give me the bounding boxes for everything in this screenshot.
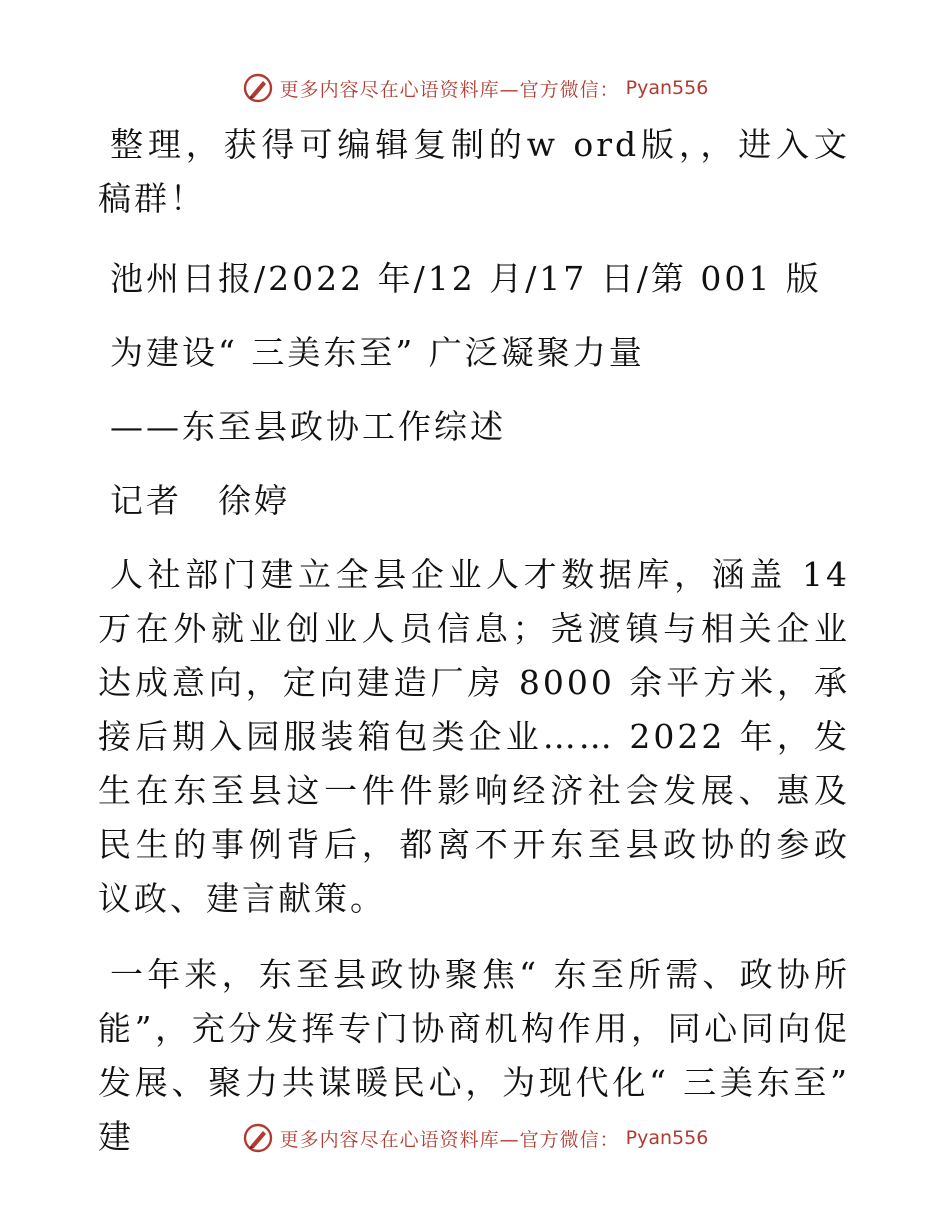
footer-watermark [0,1122,950,1154]
body-paragraph: 人社部门建立全县企业人才数据库，涵盖 14 万在外就业创业人员信息；尧渡镇与相关企业达成意向，定向建造厂房 8000 余平方米，承接后期入园服装箱包类企业…… 2022 年，发生在东至县这一件件影响经济社会发展、惠及民生的事例背后，都离不开东至县政协的参政议政、建言献策。 [98,555,850,918]
article-body [98,118,850,1186]
pen-logo-icon [242,72,274,104]
watermark-handle: Pyan556 [625,1127,709,1149]
watermark-text: 更多内容尽在心语资料库—官方微信： [279,78,620,101]
pen-logo-icon [242,1122,274,1154]
article-title: 为建设“ 三美东至” 广泛凝聚力量 [110,333,645,372]
header-watermark [0,72,950,104]
article-subtitle: ——东至县政协工作综述 [110,407,506,446]
body-paragraph: 一年来，东至县政协聚焦“ 东至所需、政协所能”，充分发挥专门协商机构作用，同心同向促发展、聚力共谋暖民心，为现代化“ 三美东至” 建 [98,955,850,1156]
source-line: 池州日报/2022 年/12 月/17 日/第 001 版 [110,259,822,298]
watermark-handle: Pyan556 [625,77,709,99]
byline: 记者 徐婷 [110,481,290,520]
intro-note: 整理，获得可编辑复制的w ord版，，进入文稿群！ [98,125,850,218]
watermark-text: 更多内容尽在心语资料库—官方微信： [279,1128,620,1151]
